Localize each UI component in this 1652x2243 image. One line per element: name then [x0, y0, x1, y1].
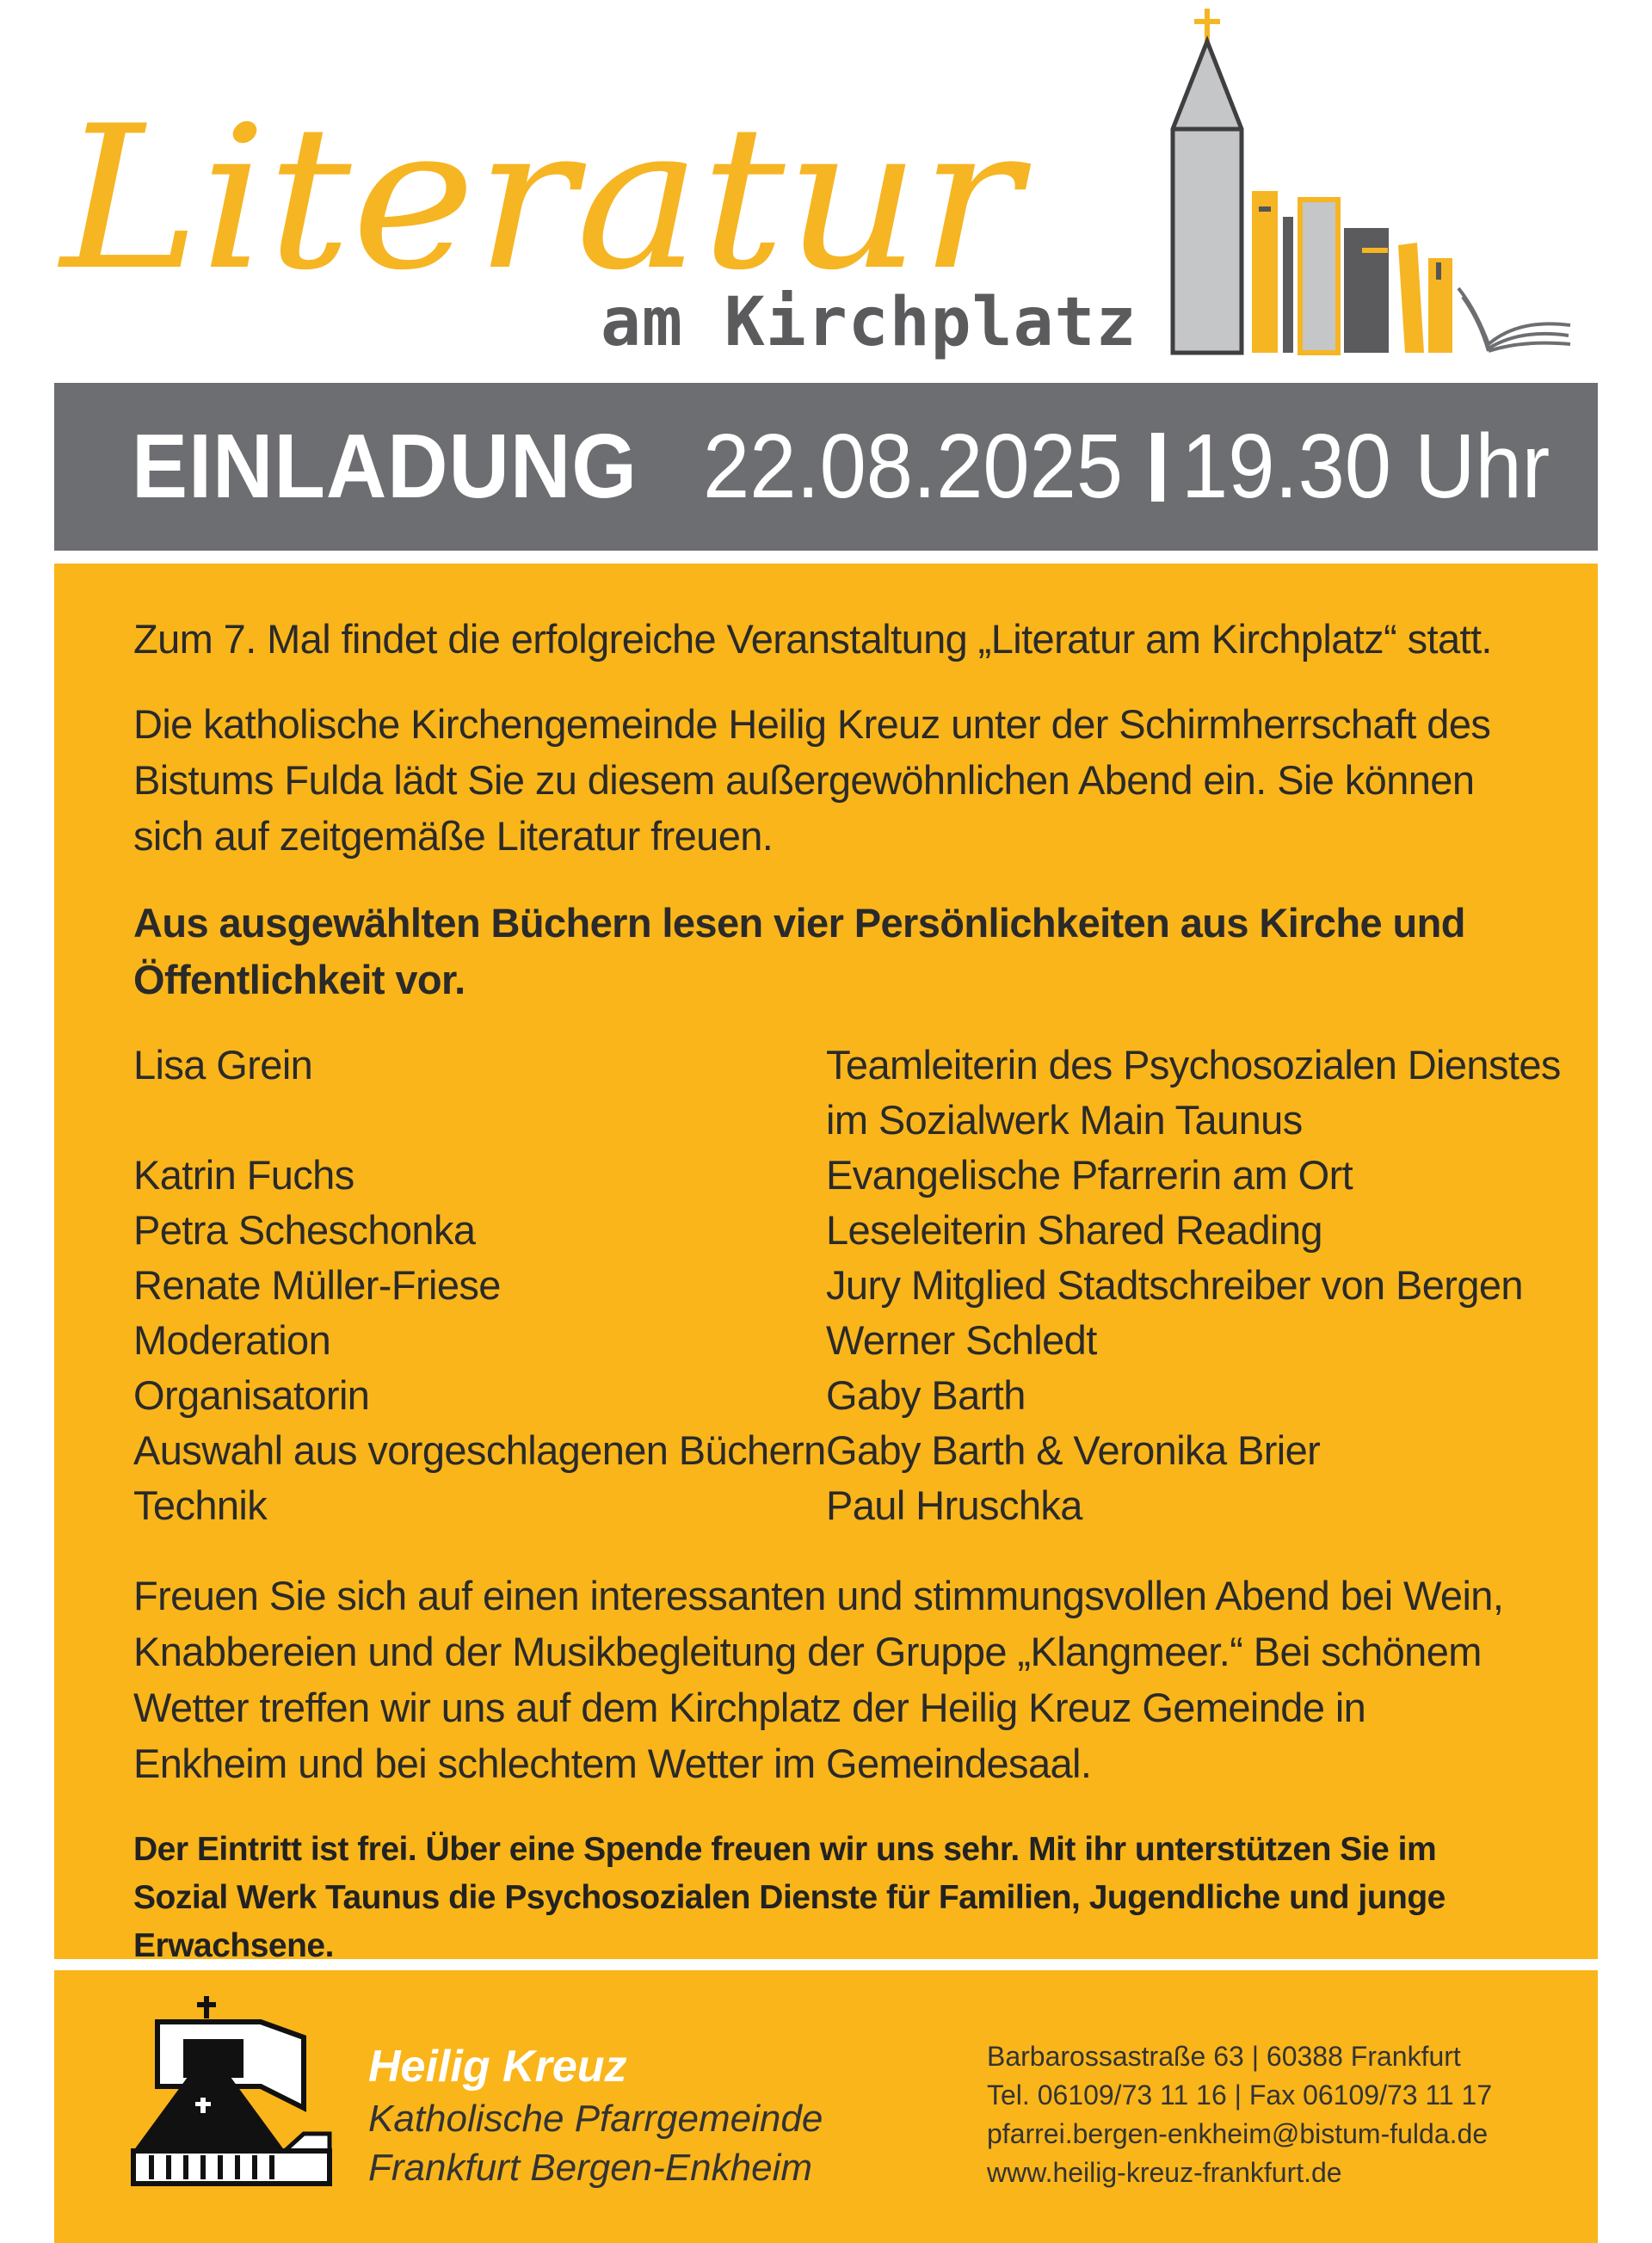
invitation-banner: [54, 383, 1598, 551]
reader-name: Technik: [133, 1482, 268, 1528]
reader-name: Petra Scheschonka: [133, 1207, 476, 1253]
parish-subtitle: Katholische Pfarrgemeinde: [368, 2098, 823, 2140]
reader-role: Leseleiterin Shared Reading: [826, 1207, 1322, 1253]
reader-role: Teamleiterin des Psychosozialen Dienstes: [826, 1042, 1561, 1088]
reader-role: Evangelische Pfarrerin am Ort: [826, 1152, 1353, 1198]
intro-paragraph: Zum 7. Mal findet die erfolgreiche Veranstaltung „Literatur am Kirchplatz“ statt.: [133, 616, 1492, 662]
address: Barbarossastraße 63 | 60388 Frankfurt: [987, 2041, 1461, 2072]
reader-name: Lisa Grein: [133, 1042, 313, 1088]
church-tower-icon: [1173, 9, 1242, 353]
event-time: 19.30 Uhr: [1180, 416, 1550, 517]
parish-location: Frankfurt Bergen-Enkheim: [368, 2147, 812, 2189]
books-icon: [1252, 191, 1452, 353]
script-title-text: Literatur: [60, 83, 1021, 314]
reader-name: Auswahl aus vorgeschlagenen Büchern: [133, 1427, 826, 1473]
contact-block: [987, 2037, 1492, 2192]
reader-role: Gaby Barth: [826, 1372, 1026, 1418]
phone-fax: Tel. 06109/73 11 16 | Fax 06109/73 11 17: [987, 2080, 1493, 2111]
donation-note: Der Eintritt ist frei. Über eine Spende freuen wir uns sehr. Mit ihr unterstützen Sie im Sozial Werk Taunus die Psychosozialen Dienste für Familien, Jugendliche und junge Erwachsene.: [133, 1831, 1446, 1964]
reader-role: Werner Schledt: [826, 1317, 1097, 1363]
reader-name-blank: [133, 1093, 826, 1148]
parish-name: Heilig Kreuz: [368, 2042, 627, 2092]
script-title: [52, 47, 1021, 314]
event-date: 22.08.2025: [703, 416, 1124, 517]
church-books-illustration: [1166, 0, 1605, 361]
reader-role: Gaby Barth & Veronika Brier: [826, 1427, 1321, 1473]
reader-role: Paul Hruschka: [826, 1482, 1082, 1528]
reader-role: im Sozialwerk Main Taunus: [826, 1097, 1303, 1143]
parish-church-logo-icon: [132, 1996, 338, 2185]
reader-name: Renate Müller-Friese: [133, 1262, 501, 1308]
website-link[interactable]: www.heilig-kreuz-frankfurt.de: [987, 2157, 1342, 2188]
footer: [54, 1970, 1598, 2243]
banner-separator: [1151, 433, 1164, 502]
email-link[interactable]: pfarrei.bergen-enkheim@bistum-fulda.de: [987, 2118, 1489, 2149]
readers-list: [133, 1038, 1561, 1533]
reader-name: Organisatorin: [133, 1372, 370, 1418]
description-paragraph: Die katholische Kirchengemeinde Heilig Kreuz unter der Schirmherrschaft des Bistums Fulda lädt Sie zu diesem außergewöhnlichen Abend ein. Sie können sich auf zeitgemäße Literatur freuen.: [133, 701, 1491, 859]
reader-name: Katrin Fuchs: [133, 1152, 354, 1198]
reader-role: Jury Mitglied Stadtschreiber von Bergen: [826, 1262, 1523, 1308]
highlight-paragraph: Aus ausgewählten Büchern lesen vier Persönlichkeiten aus Kirche und Öffentlichkeit vor.: [133, 900, 1465, 1002]
open-book-icon: [1458, 288, 1570, 351]
reader-name: Moderation: [133, 1317, 331, 1363]
subtitle: am Kirchplatz: [601, 284, 1137, 361]
banner-label: EINLADUNG: [132, 416, 638, 517]
main-content: [54, 564, 1598, 1964]
closing-paragraph: Freuen Sie sich auf einen interessanten und stimmungsvollen Abend bei Wein, Knabbereien und der Musikbegleitung der Gruppe „Klangmeer.“ Bei schönem Wetter treffen wir uns auf dem Kirchplatz der Heilig Kreuz Gemeinde in Enkheim und bei schlechtem Wetter im Gemeindesaal.: [133, 1573, 1504, 1786]
